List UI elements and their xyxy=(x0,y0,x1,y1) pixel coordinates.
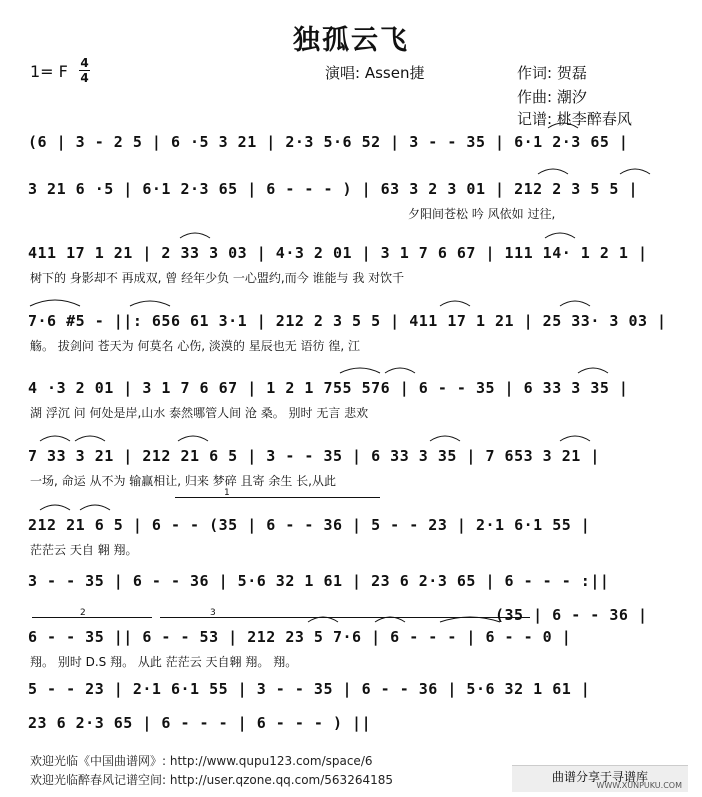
transcriber-credit: 记谱: 桃李醉春风 xyxy=(517,110,632,128)
score-line-3: 411 17 1 21 | 2 33 3 03 | 4·3 2 01 | 3 1 7 6 67 | 111 14· 1 2 1 | xyxy=(28,244,648,262)
slur-mark xyxy=(560,436,590,441)
slur-mark xyxy=(560,301,590,306)
slur-mark xyxy=(178,436,208,441)
slur-mark xyxy=(538,169,568,174)
singer-credit: 演唱: Assen捷 xyxy=(325,64,425,82)
lyric-line-4: 觞。 拔剑问 苍天为 何莫名 心伤, 淡漠的 星辰也无 语彷 徨, 江 xyxy=(30,339,360,353)
slur-mark xyxy=(308,617,338,622)
slur-mark xyxy=(340,368,380,373)
slur-mark xyxy=(578,368,608,373)
footer-line-2: 欢迎光临醉春风记谱空间: http://user.qzone.qq.com/563264185 xyxy=(30,773,394,787)
volta-3-label: 3 xyxy=(210,608,216,618)
score-line-6: 7 33 3 21 | 212 21 6 5 | 3 - - 35 | 6 33 3 35 | 7 653 3 21 | xyxy=(28,447,600,465)
slur-mark xyxy=(40,436,70,441)
score-title: 独孤云飞 xyxy=(293,25,409,56)
slur-mark xyxy=(620,169,650,174)
score-line-7: 212 21 6 5 | 6 - - (35 | 6 - - 36 | 5 - - 23 | 2·1 6·1 55 | xyxy=(28,516,591,534)
score-line-5: 4 ·3 2 01 | 3 1 7 6 67 | 1 2 1 755 576 | 6 - - 35 | 6 33 3 35 | xyxy=(28,379,629,397)
slur-mark xyxy=(130,301,170,306)
score-line-4: 7·6 #5 - ||: 656 61 3·1 | 212 2 3 5 5 | 411 17 1 21 | 25 33· 3 03 | xyxy=(28,312,667,330)
slur-mark xyxy=(75,436,105,441)
slur-mark xyxy=(440,301,470,306)
bracket-alt-notes: (35 | 6 - - 36 | xyxy=(495,606,648,624)
score-line-9: 6 - - 35 || 6 - - 53 | 212 23 5 7·6 | 6 - - - | 6 - - 0 | xyxy=(28,628,572,646)
score-line-1: (6 | 3 - 2 5 | 6 ·5 3 21 | 2·3 5·6 52 | 3 - - 35 | 6·1 2·3 65 | xyxy=(28,133,629,151)
slur-mark xyxy=(440,617,500,622)
slur-mark xyxy=(40,505,70,510)
watermark-box xyxy=(512,765,688,792)
lyricist-credit: 作词: 贺磊 xyxy=(517,64,587,82)
watermark-text: 曲谱分享于寻谱库 xyxy=(551,770,648,784)
slur-mark xyxy=(430,436,460,441)
lyric-line-9: 翔。 别时 D.S 翔。 从此 茫茫云 天自翱 翔。 翔。 xyxy=(30,655,298,669)
volta-1-label: 1 xyxy=(224,488,230,498)
slur-mark xyxy=(385,368,415,373)
lyric-line-7: 茫茫云 天自 翱 翔。 xyxy=(30,543,138,557)
lyric-line-6: 一场, 命运 从不为 输赢相让, 归来 梦碎 且寄 余生 长,从此 xyxy=(30,474,336,488)
lyric-line-3: 树下的 身影却不 再成双, 曾 经年少负 一心盟约,而今 谁能与 我 对饮千 xyxy=(30,271,405,285)
watermark-url: WWW.XUNPUKU.COM xyxy=(596,781,682,790)
lyric-line-2: 夕阳间苍松 吟 风依如 过往, xyxy=(408,207,556,221)
score-line-11: 23 6 2·3 65 | 6 - - - | 6 - - - ) || xyxy=(28,714,372,732)
composer-credit: 作曲: 潮汐 xyxy=(517,88,587,106)
footer-line-1: 欢迎光临《中国曲谱网》: http://www.qupu123.com/space/6 xyxy=(30,754,373,768)
time-signature-top: 4 xyxy=(80,56,89,70)
slur-mark xyxy=(548,123,578,128)
volta-2-label: 2 xyxy=(80,608,86,618)
score-line-8: 3 - - 35 | 6 - - 36 | 5·6 32 1 61 | 23 6 2·3 65 | 6 - - - :|| xyxy=(28,572,610,590)
score-line-10: 5 - - 23 | 2·1 6·1 55 | 3 - - 35 | 6 - - 36 | 5·6 32 1 61 | xyxy=(28,680,591,698)
slur-mark xyxy=(545,233,575,238)
slur-mark xyxy=(30,300,80,306)
slur-mark xyxy=(375,617,405,622)
time-signature-bottom: 4 xyxy=(80,71,89,85)
score-line-2: 3 21 6 ·5 | 6·1 2·3 65 | 6 - - - ) | 63 3 2 3 01 | 212 2 3 5 5 | xyxy=(28,180,638,198)
lyric-line-5: 湖 浮沉 问 何处是岸,山水 泰然哪管人间 沧 桑。 别时 无言 悲欢 xyxy=(30,406,369,420)
key-signature: 1= F xyxy=(30,62,68,81)
slur-mark xyxy=(80,505,110,510)
slur-mark xyxy=(180,233,210,238)
